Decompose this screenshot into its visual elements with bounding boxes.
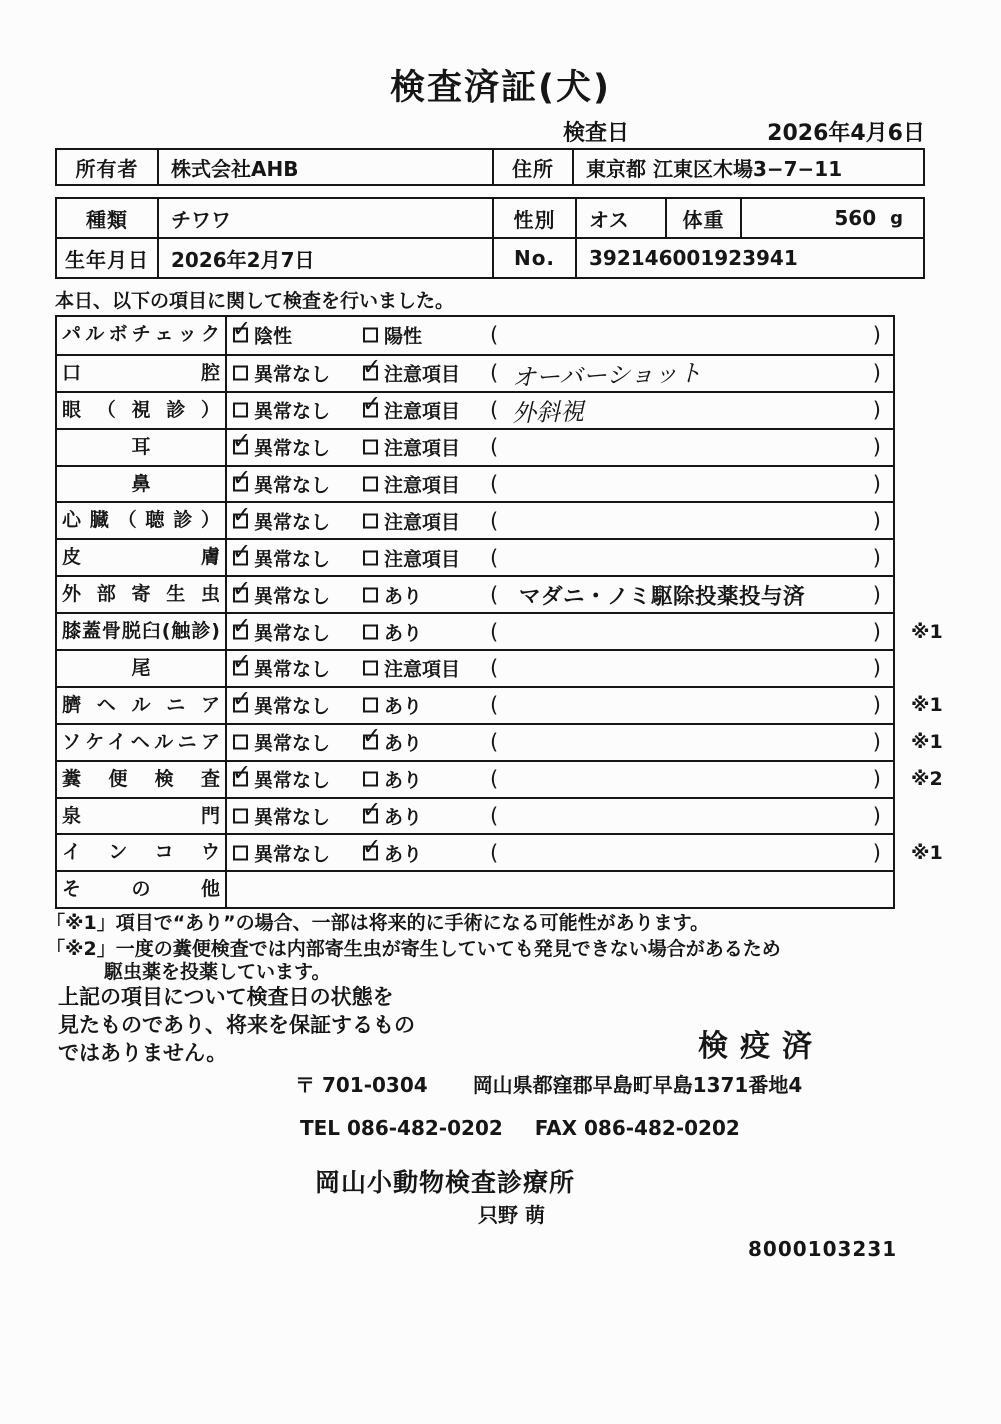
- option2-label: あり: [384, 843, 423, 866]
- option1-label: 異常なし: [254, 622, 331, 645]
- owner-row: [57, 150, 923, 184]
- option2-label: あり: [384, 622, 423, 645]
- checkbox-opt1: [233, 698, 248, 713]
- checkbox-opt2: [363, 513, 378, 528]
- exam-row-ears: [57, 428, 893, 465]
- option1-label: 異常なし: [254, 363, 331, 386]
- exam-item-label: パルボチェック: [57, 317, 227, 354]
- checkbox-opt1: [233, 587, 248, 602]
- footnote-2-continued: 駆虫薬を投薬しています。: [104, 961, 331, 983]
- paren-close: ): [872, 545, 881, 570]
- paren-open: (: [490, 545, 499, 570]
- weight-cell: [740, 199, 923, 237]
- option2-label: 注意項目: [384, 437, 461, 460]
- exam-row-nose: [57, 465, 893, 502]
- intro-text: 本日、以下の項目に関して検査を行いました。: [55, 290, 455, 312]
- option2-label: 注意項目: [384, 658, 461, 681]
- handwritten-note: オーバーショット: [511, 359, 703, 393]
- checkbox-opt2: [363, 440, 378, 455]
- checkbox-opt2: [363, 328, 378, 343]
- examiner-name: 只野 萌: [478, 1203, 545, 1227]
- checkbox-opt1: [233, 550, 248, 565]
- number-value: 392146001923941: [575, 239, 923, 277]
- checkbox-opt1: [233, 772, 248, 787]
- option2-label: 陽性: [384, 325, 423, 348]
- option2-label: 注意項目: [384, 400, 461, 423]
- checkbox-opt1: [233, 513, 248, 528]
- sex-label: 性別: [492, 199, 575, 237]
- option1-label: 陰性: [254, 325, 293, 348]
- clinic-name: 岡山小動物検査診療所: [315, 1168, 576, 1197]
- weight-value: 560: [834, 206, 877, 230]
- paren-open: (: [490, 472, 499, 496]
- checkbox-opt1: [233, 624, 248, 639]
- footnote-1: 「※1」項目で“あり”の場合、一部は将来的に手術になる可能性があります。: [46, 912, 710, 934]
- exam-item-label: 眼（視診）: [57, 393, 227, 428]
- serial-number: 8000103231: [748, 1237, 898, 1261]
- paren-close: ): [872, 840, 881, 865]
- exam-row-inkou: [57, 833, 943, 870]
- quarantine-stamp: 検疫済: [698, 1029, 824, 1064]
- exam-row-parasites: [57, 575, 893, 612]
- inspection-date-label: 検査日: [563, 121, 630, 146]
- footnote-2: 「※2」一度の糞便検査では内部寄生虫が寄生していても発見できない場合があるため: [46, 938, 781, 960]
- ref-mark: ※1: [911, 620, 943, 643]
- paren-open: (: [490, 804, 499, 829]
- exam-row-content: [227, 540, 893, 575]
- paren-open: (: [490, 619, 499, 644]
- paren-close: ): [872, 804, 881, 829]
- ref-mark: ※1: [911, 841, 943, 864]
- disclaimer-line-1: 上記の項目について検査日の状態を: [58, 985, 394, 1009]
- checkbox-opt1: [233, 661, 248, 676]
- paren-open: (: [490, 767, 499, 792]
- ref-mark: ※2: [911, 768, 943, 791]
- weight-unit: g: [890, 207, 903, 229]
- option2-label: あり: [384, 695, 423, 718]
- exam-item-label: 心臓（聴診）: [57, 503, 227, 538]
- exam-item-label: 耳: [57, 430, 227, 465]
- disclaimer-line-2: 見たものであり、将来を保証するもの: [58, 1013, 415, 1037]
- paren-open: (: [490, 435, 499, 460]
- checkbox-opt1: [233, 328, 248, 343]
- paren-close: ): [872, 582, 881, 607]
- checkbox-opt2: [363, 624, 378, 639]
- paren-open: (: [490, 693, 499, 718]
- option1-label: 異常なし: [254, 658, 331, 681]
- option1-label: 異常なし: [254, 806, 331, 829]
- paren-close: ): [872, 398, 881, 423]
- option1-label: 異常なし: [254, 695, 331, 718]
- option2-label: あり: [384, 732, 423, 755]
- checkbox-opt2: [363, 735, 378, 750]
- option1-label: 異常なし: [254, 843, 331, 866]
- checkbox-opt2: [363, 366, 378, 381]
- paren-close: ): [872, 619, 881, 644]
- exam-item-label: 膝蓋骨脱臼(触診): [57, 614, 227, 649]
- exam-item-label: 外部寄生虫: [57, 577, 227, 612]
- exam-row-content: [227, 651, 893, 686]
- exam-item-label: 尾: [57, 651, 227, 686]
- paren-close: ): [872, 656, 881, 681]
- paren-close: ): [872, 435, 881, 460]
- exam-row-content: [227, 503, 893, 538]
- checkbox-opt2: [363, 698, 378, 713]
- exam-row-fecal: [57, 760, 943, 797]
- exam-row-inguinal-hernia: [57, 723, 943, 760]
- exam-row-patella: [57, 612, 943, 649]
- paren-open: (: [490, 508, 499, 533]
- pet-row-1: [57, 199, 923, 237]
- paren-open: (: [490, 398, 499, 423]
- checkbox-opt1: [233, 845, 248, 860]
- checkbox-opt2: [363, 550, 378, 565]
- address-value: 東京都 江東区木場3−7−11: [572, 150, 923, 184]
- ref-mark: ※1: [911, 694, 943, 717]
- paren-open: (: [490, 361, 499, 386]
- checkbox-opt2: [363, 477, 378, 492]
- exam-row-content: [227, 393, 893, 428]
- exam-row-content: [227, 614, 943, 649]
- exam-row-parvo: [57, 317, 893, 354]
- pet-row-2: [57, 237, 923, 277]
- weight-label: 体重: [665, 199, 740, 237]
- owner-name: 株式会社AHB: [157, 150, 492, 184]
- paren-close: ): [872, 508, 881, 533]
- paren-close: ): [872, 361, 881, 386]
- checkbox-opt1: [233, 477, 248, 492]
- exam-row-content: [227, 872, 893, 907]
- option1-label: 異常なし: [254, 769, 331, 792]
- paren-open: (: [490, 656, 499, 681]
- breed-label: 種類: [86, 207, 128, 232]
- option1-label: 異常なし: [254, 511, 331, 534]
- exam-item-label: 鼻: [57, 467, 227, 502]
- clinic-address: 岡山県都窪郡早島町早島1371番地4: [472, 1073, 803, 1097]
- exam-item-label: ソケイヘルニア: [57, 725, 227, 760]
- checkbox-opt2: [363, 587, 378, 602]
- option1-label: 異常なし: [254, 585, 331, 608]
- inspection-date-value: 2026年4月6日: [767, 121, 925, 146]
- treatment-note: マダニ・ノミ駆除投薬投与済: [519, 584, 806, 610]
- option2-label: 注意項目: [384, 511, 461, 534]
- exam-item-label: 糞便検査: [57, 762, 227, 797]
- paren-open: (: [490, 582, 499, 607]
- exam-row-umbilical-hernia: [57, 686, 943, 723]
- exam-row-content: [227, 762, 943, 797]
- ref-mark: ※1: [911, 731, 943, 754]
- birthdate-label: 生年月日: [65, 247, 149, 272]
- paren-close: ): [872, 323, 881, 348]
- option2-label: あり: [384, 585, 423, 608]
- paren-open: (: [490, 840, 499, 865]
- exam-row-content: [227, 799, 893, 834]
- paren-close: ): [872, 730, 881, 755]
- pet-table: [55, 197, 925, 279]
- page-title: 検査済証(犬): [390, 68, 611, 108]
- exam-row-mouth: [57, 354, 893, 391]
- checkbox-opt2: [363, 809, 378, 824]
- option1-label: 異常なし: [254, 437, 331, 460]
- checkbox-opt2: [363, 403, 378, 418]
- exam-row-content: [227, 356, 893, 391]
- exam-row-skin: [57, 538, 893, 575]
- exam-item-label: その他: [57, 872, 227, 907]
- option2-label: 注意項目: [384, 363, 461, 386]
- checkbox-opt1: [233, 440, 248, 455]
- disclaimer-text: [58, 983, 415, 1067]
- checkbox-opt1: [233, 403, 248, 418]
- clinic-fax: FAX 086-482-0202: [534, 1116, 740, 1140]
- option1-label: 異常なし: [254, 474, 331, 497]
- checkbox-opt1: [233, 366, 248, 381]
- paren-close: ): [872, 767, 881, 792]
- checkbox-opt1: [233, 735, 248, 750]
- option2-label: あり: [384, 769, 423, 792]
- exam-row-content: [227, 467, 893, 502]
- clinic-phone-line: [300, 1116, 740, 1140]
- exam-row-content: [227, 725, 943, 760]
- breed-value: チワワ: [157, 199, 492, 237]
- option1-label: 異常なし: [254, 548, 331, 571]
- disclaimer-line-3: ではありません。: [58, 1041, 228, 1065]
- sex-value: オス: [575, 199, 665, 237]
- exam-item-label: 泉門: [57, 799, 227, 834]
- exam-item-label: 口腔: [57, 356, 227, 391]
- exam-row-eyes: [57, 391, 893, 428]
- exam-row-content: [227, 835, 943, 870]
- exam-row-other: [57, 870, 893, 907]
- exam-row-content: [227, 430, 893, 465]
- exam-row-tail: [57, 649, 893, 686]
- number-label: No.: [492, 239, 575, 277]
- exam-row-content: [227, 317, 893, 354]
- owner-table: [55, 148, 925, 186]
- checkbox-opt2: [363, 772, 378, 787]
- option2-label: あり: [384, 806, 423, 829]
- option1-label: 異常なし: [254, 732, 331, 755]
- checkbox-opt1: [233, 809, 248, 824]
- option1-label: 異常なし: [254, 400, 331, 423]
- owner-label: 所有者: [75, 156, 139, 181]
- exam-item-label: 臍ヘルニア: [57, 688, 227, 723]
- handwritten-note: 外斜視: [511, 397, 585, 428]
- exam-item-label: インコウ: [57, 835, 227, 870]
- exam-row-content: [227, 577, 893, 612]
- clinic-postal-code: 〒 701-0304: [295, 1073, 428, 1097]
- exam-row-fontanelle: [57, 797, 893, 834]
- paren-close: ): [872, 472, 881, 496]
- paren-open: (: [490, 323, 499, 348]
- birthdate-value: 2026年2月7日: [157, 239, 492, 277]
- clinic-address-line: [295, 1069, 802, 1098]
- checkbox-opt2: [363, 845, 378, 860]
- checkbox-opt2: [363, 661, 378, 676]
- exam-table: [55, 315, 943, 909]
- exam-item-label: 皮膚: [57, 540, 227, 575]
- clinic-tel: TEL 086-482-0202: [300, 1116, 503, 1140]
- paren-close: ): [872, 693, 881, 718]
- exam-row-content: [227, 688, 943, 723]
- exam-row-heart: [57, 501, 893, 538]
- option2-label: 注意項目: [384, 474, 461, 497]
- paren-open: (: [490, 730, 499, 755]
- option2-label: 注意項目: [384, 548, 461, 571]
- address-label: 住所: [492, 150, 572, 184]
